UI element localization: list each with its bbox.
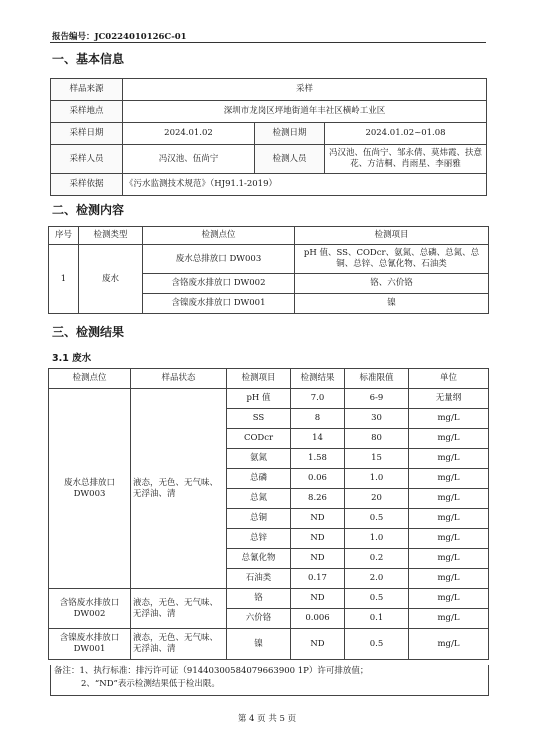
table-row	[51, 101, 487, 123]
section-results-title: 三、检测结果	[52, 325, 125, 339]
item-cell: 总氮	[227, 489, 291, 509]
limit-cell: 2.0	[345, 569, 409, 589]
result-cell: 1.58	[291, 449, 345, 469]
item-cell: SS	[227, 409, 291, 429]
items-cell: pH 值、SS、CODcr、氨氮、总磷、总氮、总铜、总锌、总氰化物、石油类	[295, 245, 489, 274]
sample-source-label: 样品来源	[51, 79, 123, 101]
unit-cell: mg/L	[409, 429, 489, 449]
limit-cell: 0.2	[345, 549, 409, 569]
limit-cell: 0.5	[345, 509, 409, 529]
basic-info-table	[50, 78, 487, 196]
table-row	[51, 123, 487, 145]
header-type: 检测类型	[79, 227, 143, 245]
remarks-box	[50, 665, 489, 696]
remark-line-2: 2、“ND”表示检测结果低于检出限。	[81, 679, 220, 689]
header-items: 检测项目	[295, 227, 489, 245]
item-cell: 总铜	[227, 509, 291, 529]
unit-cell: mg/L	[409, 569, 489, 589]
section-basic-info-title: 一、基本信息	[52, 52, 125, 66]
sampler-label: 采样人员	[51, 145, 123, 174]
sampling-date-label: 采样日期	[51, 123, 123, 145]
test-date-label: 检测日期	[255, 123, 325, 145]
point-cell: 含镍废水排放口 DW001	[143, 294, 295, 314]
unit-cell: mg/L	[409, 409, 489, 429]
item-cell: 铬	[227, 589, 291, 609]
sampling-basis-label: 采样依据	[51, 174, 123, 196]
table-row	[51, 79, 487, 101]
item-cell: 总锌	[227, 529, 291, 549]
result-cell: 8.26	[291, 489, 345, 509]
results-subtitle: 3.1 废水	[52, 353, 92, 364]
state-cell: 液态，无色、无气味、无浮油、清	[131, 629, 227, 660]
items-cell: 铬、六价铬	[295, 274, 489, 294]
test-date-value: 2024.01.02~01.08	[325, 123, 487, 145]
unit-cell: mg/L	[409, 629, 489, 660]
sampling-date-value: 2024.01.02	[123, 123, 255, 145]
table-row	[51, 145, 487, 174]
result-cell: 0.17	[291, 569, 345, 589]
header-unit: 单位	[409, 369, 489, 389]
tester-label: 检测人员	[255, 145, 325, 174]
result-cell: 0.06	[291, 469, 345, 489]
item-cell: 总氰化物	[227, 549, 291, 569]
unit-cell: mg/L	[409, 489, 489, 509]
unit-cell: mg/L	[409, 449, 489, 469]
header-seq: 序号	[49, 227, 79, 245]
items-cell: 镍	[295, 294, 489, 314]
results-table	[48, 368, 489, 660]
table-row	[51, 174, 487, 196]
remark-line-1: 备注：1、执行标准：排污许可证（91440300584079663900 1P）许可排放值；	[54, 666, 369, 676]
point-cell: 含镍废水排放口 DW001	[49, 629, 131, 660]
item-cell: 总磷	[227, 469, 291, 489]
header-rule	[50, 42, 486, 43]
type-cell: 废水	[79, 245, 143, 314]
table-row	[49, 589, 489, 609]
item-cell: 六价铬	[227, 609, 291, 629]
limit-cell: 30	[345, 409, 409, 429]
unit-cell: mg/L	[409, 609, 489, 629]
result-cell: ND	[291, 529, 345, 549]
sample-source-value: 采样	[123, 79, 487, 101]
result-cell: 0.006	[291, 609, 345, 629]
tester-value: 冯汉池、伍尚宁、邹永倩、莫炜霞、扶意花、方洁桐、肖雨星、李丽雅	[325, 145, 487, 174]
result-cell: ND	[291, 589, 345, 609]
result-cell: 14	[291, 429, 345, 449]
state-cell: 液态，无色、无气味、无浮油、清	[131, 589, 227, 629]
table-row	[49, 227, 489, 245]
unit-cell: mg/L	[409, 589, 489, 609]
sampling-basis-value: 《污水监测技术规范》（HJ91.1-2019）	[123, 174, 487, 196]
item-cell: pH 值	[227, 389, 291, 409]
header-state: 样品状态	[131, 369, 227, 389]
point-cell: 含铬废水排放口 DW002	[49, 589, 131, 629]
limit-cell: 1.0	[345, 529, 409, 549]
section-test-content-title: 二、检测内容	[52, 203, 125, 217]
unit-cell: mg/L	[409, 469, 489, 489]
report-number: 报告编号：JC0224010126C-01	[52, 32, 187, 42]
point-cell: 废水总排放口 DW003	[49, 389, 131, 589]
header-result: 检测结果	[291, 369, 345, 389]
limit-cell: 6-9	[345, 389, 409, 409]
test-content-table	[48, 226, 489, 314]
item-cell: 镍	[227, 629, 291, 660]
limit-cell: 20	[345, 489, 409, 509]
table-row	[49, 369, 489, 389]
unit-cell: mg/L	[409, 509, 489, 529]
sampling-site-label: 采样地点	[51, 101, 123, 123]
header-point: 检测点位	[49, 369, 131, 389]
point-cell: 含铬废水排放口 DW002	[143, 274, 295, 294]
item-cell: 氨氮	[227, 449, 291, 469]
limit-cell: 15	[345, 449, 409, 469]
unit-cell: mg/L	[409, 529, 489, 549]
header-point: 检测点位	[143, 227, 295, 245]
state-cell: 液态，无色、无气味、无浮油、清	[131, 389, 227, 589]
seq-cell: 1	[49, 245, 79, 314]
result-cell: ND	[291, 629, 345, 660]
table-row	[49, 629, 489, 660]
table-row	[49, 245, 489, 274]
result-cell: 7.0	[291, 389, 345, 409]
limit-cell: 1.0	[345, 469, 409, 489]
sampling-site-value: 深圳市龙岗区坪地街道年丰社区横岭工业区	[123, 101, 487, 123]
page-footer: 第 4 页 共 5 页	[237, 714, 297, 724]
table-row	[49, 389, 489, 409]
unit-cell: 无量纲	[409, 389, 489, 409]
header-limit: 标准限值	[345, 369, 409, 389]
header-item: 检测项目	[227, 369, 291, 389]
sampler-value: 冯汉池、伍尚宁	[123, 145, 255, 174]
result-cell: ND	[291, 549, 345, 569]
unit-cell: mg/L	[409, 549, 489, 569]
result-cell: 8	[291, 409, 345, 429]
result-cell: ND	[291, 509, 345, 529]
item-cell: 石油类	[227, 569, 291, 589]
limit-cell: 0.5	[345, 629, 409, 660]
item-cell: CODcr	[227, 429, 291, 449]
point-cell: 废水总排放口 DW003	[143, 245, 295, 274]
limit-cell: 0.1	[345, 609, 409, 629]
limit-cell: 0.5	[345, 589, 409, 609]
limit-cell: 80	[345, 429, 409, 449]
